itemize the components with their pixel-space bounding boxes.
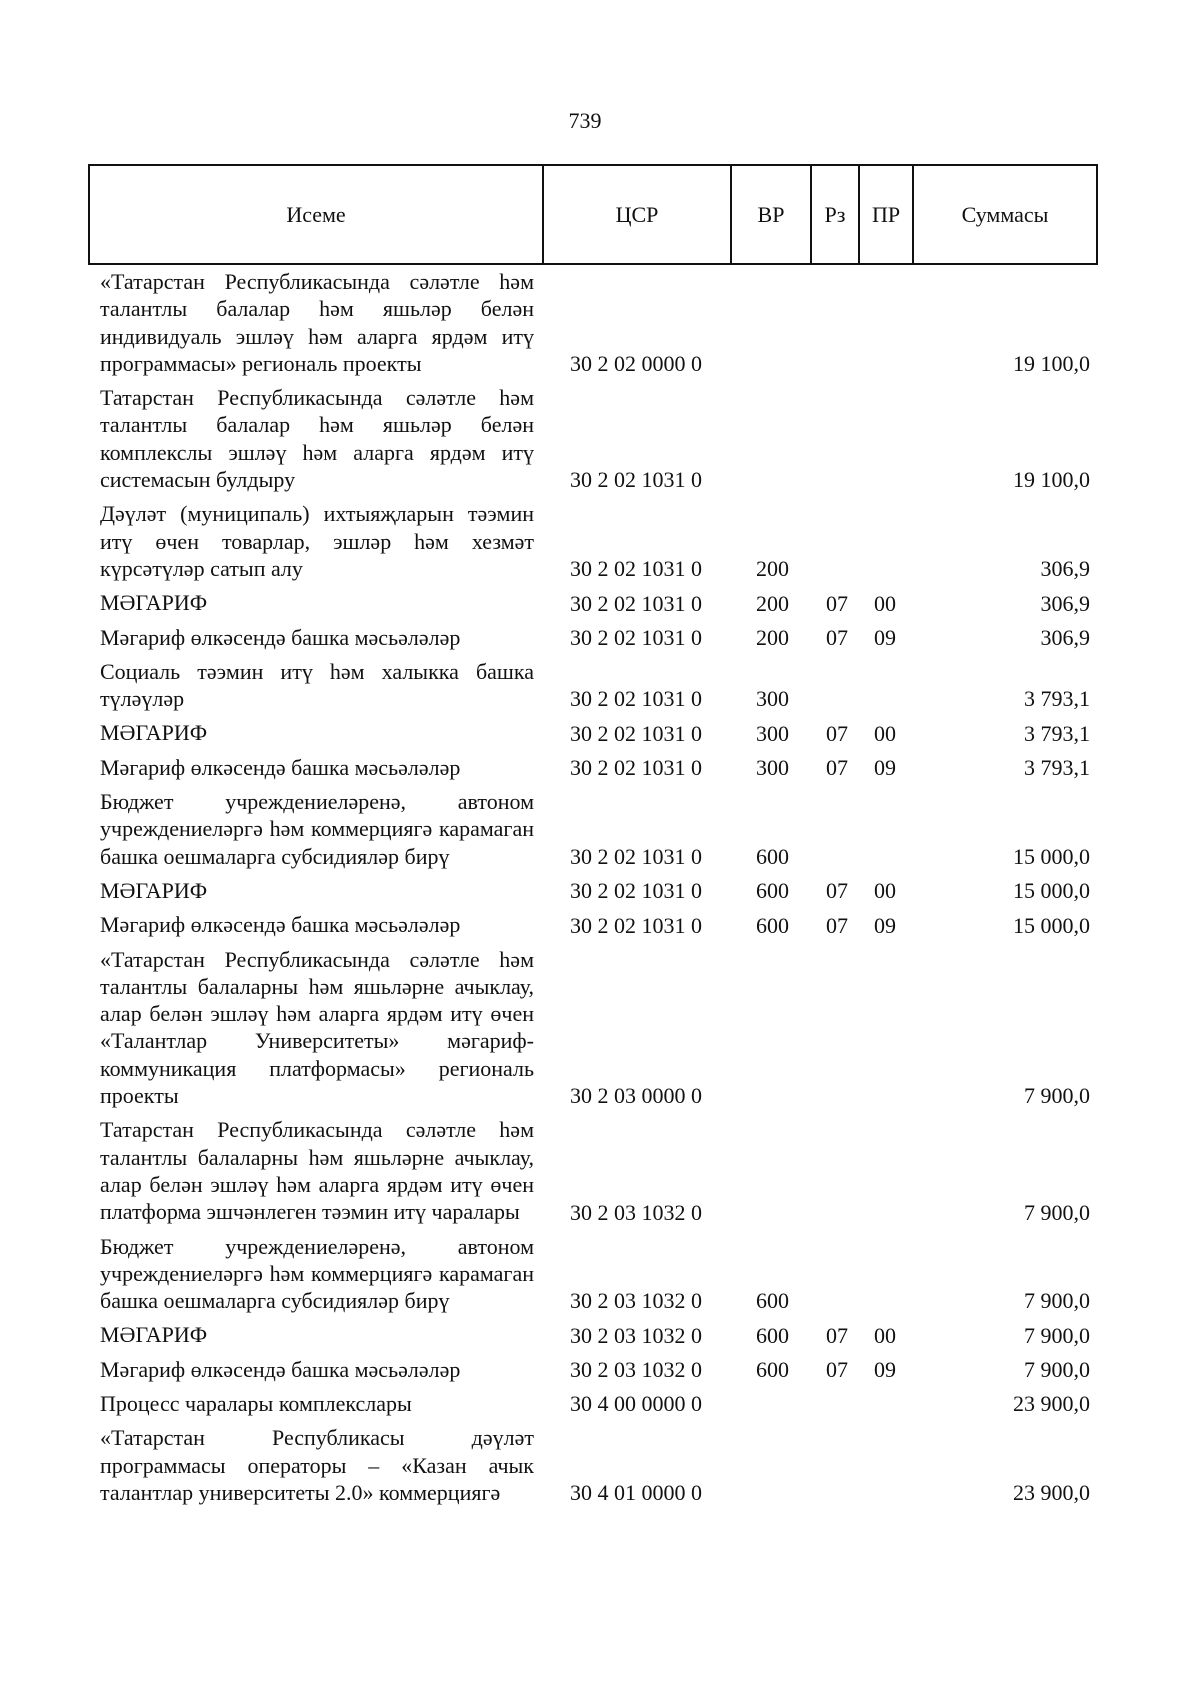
row-pr: 00 (874, 1322, 896, 1348)
row-sum: 7 900,0 (1024, 1288, 1090, 1314)
row-rz: 07 (826, 878, 848, 904)
row-sum: 19 100,0 (1013, 351, 1090, 377)
row-sum: 15 000,0 (1013, 912, 1090, 938)
row-csr: 30 2 02 1031 0 (570, 686, 702, 712)
table-row (0, 617, 1200, 651)
row-sum: 15 000,0 (1013, 843, 1090, 869)
header-pr: ПР (860, 166, 914, 263)
table-row (0, 651, 1200, 713)
header-vr: ВР (732, 166, 812, 263)
row-sum: 3 793,1 (1024, 755, 1090, 781)
row-vr: 300 (756, 720, 789, 746)
row-sum: 7 900,0 (1024, 1356, 1090, 1382)
row-csr: 30 2 02 1031 0 (570, 467, 702, 493)
table-row (0, 1383, 1200, 1417)
row-csr: 30 2 03 1032 0 (570, 1199, 702, 1225)
row-name: МӘГАРИФ (100, 877, 208, 903)
row-pr: 00 (874, 878, 896, 904)
row-csr: 30 2 02 1031 0 (570, 590, 702, 616)
table-row (0, 1226, 1200, 1315)
row-vr: 600 (756, 912, 789, 938)
row-sum: 3 793,1 (1024, 686, 1090, 712)
row-csr: 30 2 02 1031 0 (570, 843, 702, 869)
row-vr: 600 (756, 1322, 789, 1348)
row-csr: 30 2 03 1032 0 (570, 1356, 702, 1382)
table-body (0, 268, 1200, 1506)
table-row (0, 582, 1200, 616)
row-vr: 300 (756, 686, 789, 712)
row-sum: 19 100,0 (1013, 467, 1090, 493)
row-name: Мәгариф өлкәсендә башка мәсьәләләр (100, 1356, 461, 1382)
row-csr: 30 2 03 0000 0 (570, 1083, 702, 1109)
row-pr: 09 (874, 755, 896, 781)
row-name: Процесс чаралары комплекслары (100, 1390, 412, 1416)
row-name: МӘГАРИФ (100, 720, 208, 746)
row-vr: 200 (756, 624, 789, 650)
row-rz: 07 (826, 1356, 848, 1382)
row-csr: 30 2 02 1031 0 (570, 878, 702, 904)
row-csr: 30 2 02 1031 0 (570, 912, 702, 938)
table-row (0, 904, 1200, 938)
table-header (88, 164, 1098, 265)
row-csr: 30 4 01 0000 0 (570, 1480, 702, 1506)
table-row (0, 781, 1200, 870)
table-row (0, 712, 1200, 746)
page-number: 739 (568, 108, 602, 133)
row-csr: 30 2 02 1031 0 (570, 556, 702, 582)
row-vr: 600 (756, 1356, 789, 1382)
row-pr: 00 (874, 590, 896, 616)
row-vr: 600 (756, 843, 789, 869)
table-row (0, 1417, 1200, 1506)
row-rz: 07 (826, 755, 848, 781)
table-row (0, 268, 1200, 377)
row-csr: 30 2 02 0000 0 (570, 351, 702, 377)
table-row (0, 1349, 1200, 1383)
row-rz: 07 (826, 590, 848, 616)
table-row (0, 1109, 1200, 1225)
row-name: Мәгариф өлкәсендә башка мәсьәләләр (100, 912, 461, 938)
table-row (0, 870, 1200, 904)
row-name: «Татарстан Республикасында сәләтле һәм талантлы балаларны һәм яшьләрне ачыклау, алар белән эшләү һәм аларга ярдәм итү өчен «Талантлар Университеты» мәгариф-коммуникация платформасы» региональ проекты (100, 946, 534, 1109)
row-rz: 07 (826, 1322, 848, 1348)
row-name: МӘГАРИФ (100, 1322, 208, 1348)
row-sum: 306,9 (1040, 590, 1090, 616)
table-row (0, 1314, 1200, 1348)
row-vr: 300 (756, 755, 789, 781)
header-rz: Рз (812, 166, 860, 263)
row-rz: 07 (826, 720, 848, 746)
row-sum: 7 900,0 (1024, 1083, 1090, 1109)
table-row (0, 747, 1200, 781)
row-csr: 30 4 00 0000 0 (570, 1391, 702, 1417)
table-row (0, 939, 1200, 1110)
row-name: МӘГАРИФ (100, 590, 208, 616)
row-vr: 200 (756, 556, 789, 582)
row-pr: 00 (874, 720, 896, 746)
row-name: Дәүләт (муниципаль) ихтыяҗларын тәэмин итү өчен товарлар, эшләр һәм хезмәт күрсәтүләр сатып алу (100, 501, 534, 581)
row-sum: 306,9 (1040, 556, 1090, 582)
row-pr: 09 (874, 912, 896, 938)
row-sum: 7 900,0 (1024, 1199, 1090, 1225)
row-name: Татарстан Республикасында сәләтле һәм талантлы балаларны һәм яшьләрне ачыклау, алар белән эшләү һәм аларга ярдәм итү өчен платформа эшчәнлеген тәэмин итү чаралары (100, 1117, 534, 1225)
row-csr: 30 2 02 1031 0 (570, 720, 702, 746)
row-sum: 3 793,1 (1024, 720, 1090, 746)
row-name: «Татарстан Республикасы дәүләт программасы операторы – «Казан ачык талантлар университеты 2.0» коммерциягә (100, 1425, 534, 1505)
row-rz: 07 (826, 912, 848, 938)
header-csr: ЦСР (544, 166, 732, 263)
row-sum: 23 900,0 (1013, 1391, 1090, 1417)
row-name: Социаль тәэмин итү һәм халыкка башка түләүләр (100, 658, 534, 712)
row-name: Бюджет учреждениеләренә, автоном учреждениеләргә һәм коммерциягә карамаган башка оешмаларга субсидияләр бирү (100, 1233, 534, 1314)
row-sum: 306,9 (1040, 624, 1090, 650)
header-sum: Суммасы (961, 201, 1049, 227)
row-vr: 600 (756, 878, 789, 904)
row-csr: 30 2 02 1031 0 (570, 755, 702, 781)
row-name: «Татарстан Республикасында сәләтле һәм талантлы балалар һәм яшьләр белән индивидуаль эшләү һәм аларга ярдәм итү программасы» региональ проекты (100, 269, 534, 376)
header-name: Исеме (90, 166, 544, 263)
row-pr: 09 (874, 624, 896, 650)
row-sum: 7 900,0 (1024, 1322, 1090, 1348)
row-name: Бюджет учреждениеләренә, автоном учреждениеләргә һәм коммерциягә карамаган башка оешмаларга субсидияләр бирү (100, 789, 534, 869)
row-name: Татарстан Республикасында сәләтле һәм талантлы балалар һәм яшьләр белән комплекслы эшләү һәм аларга ярдәм итү системасын булдыру (100, 385, 534, 493)
row-csr: 30 2 03 1032 0 (570, 1288, 702, 1314)
row-vr: 200 (756, 590, 789, 616)
row-pr: 09 (874, 1356, 896, 1382)
row-sum: 15 000,0 (1013, 878, 1090, 904)
row-vr: 600 (756, 1288, 789, 1314)
table-row (0, 377, 1200, 493)
table-row (0, 493, 1200, 582)
row-sum: 23 900,0 (1013, 1480, 1090, 1506)
row-name: Мәгариф өлкәсендә башка мәсьәләләр (100, 624, 461, 650)
row-csr: 30 2 03 1032 0 (570, 1322, 702, 1348)
row-csr: 30 2 02 1031 0 (570, 624, 702, 650)
row-rz: 07 (826, 624, 848, 650)
row-name: Мәгариф өлкәсендә башка мәсьәләләр (100, 754, 461, 780)
